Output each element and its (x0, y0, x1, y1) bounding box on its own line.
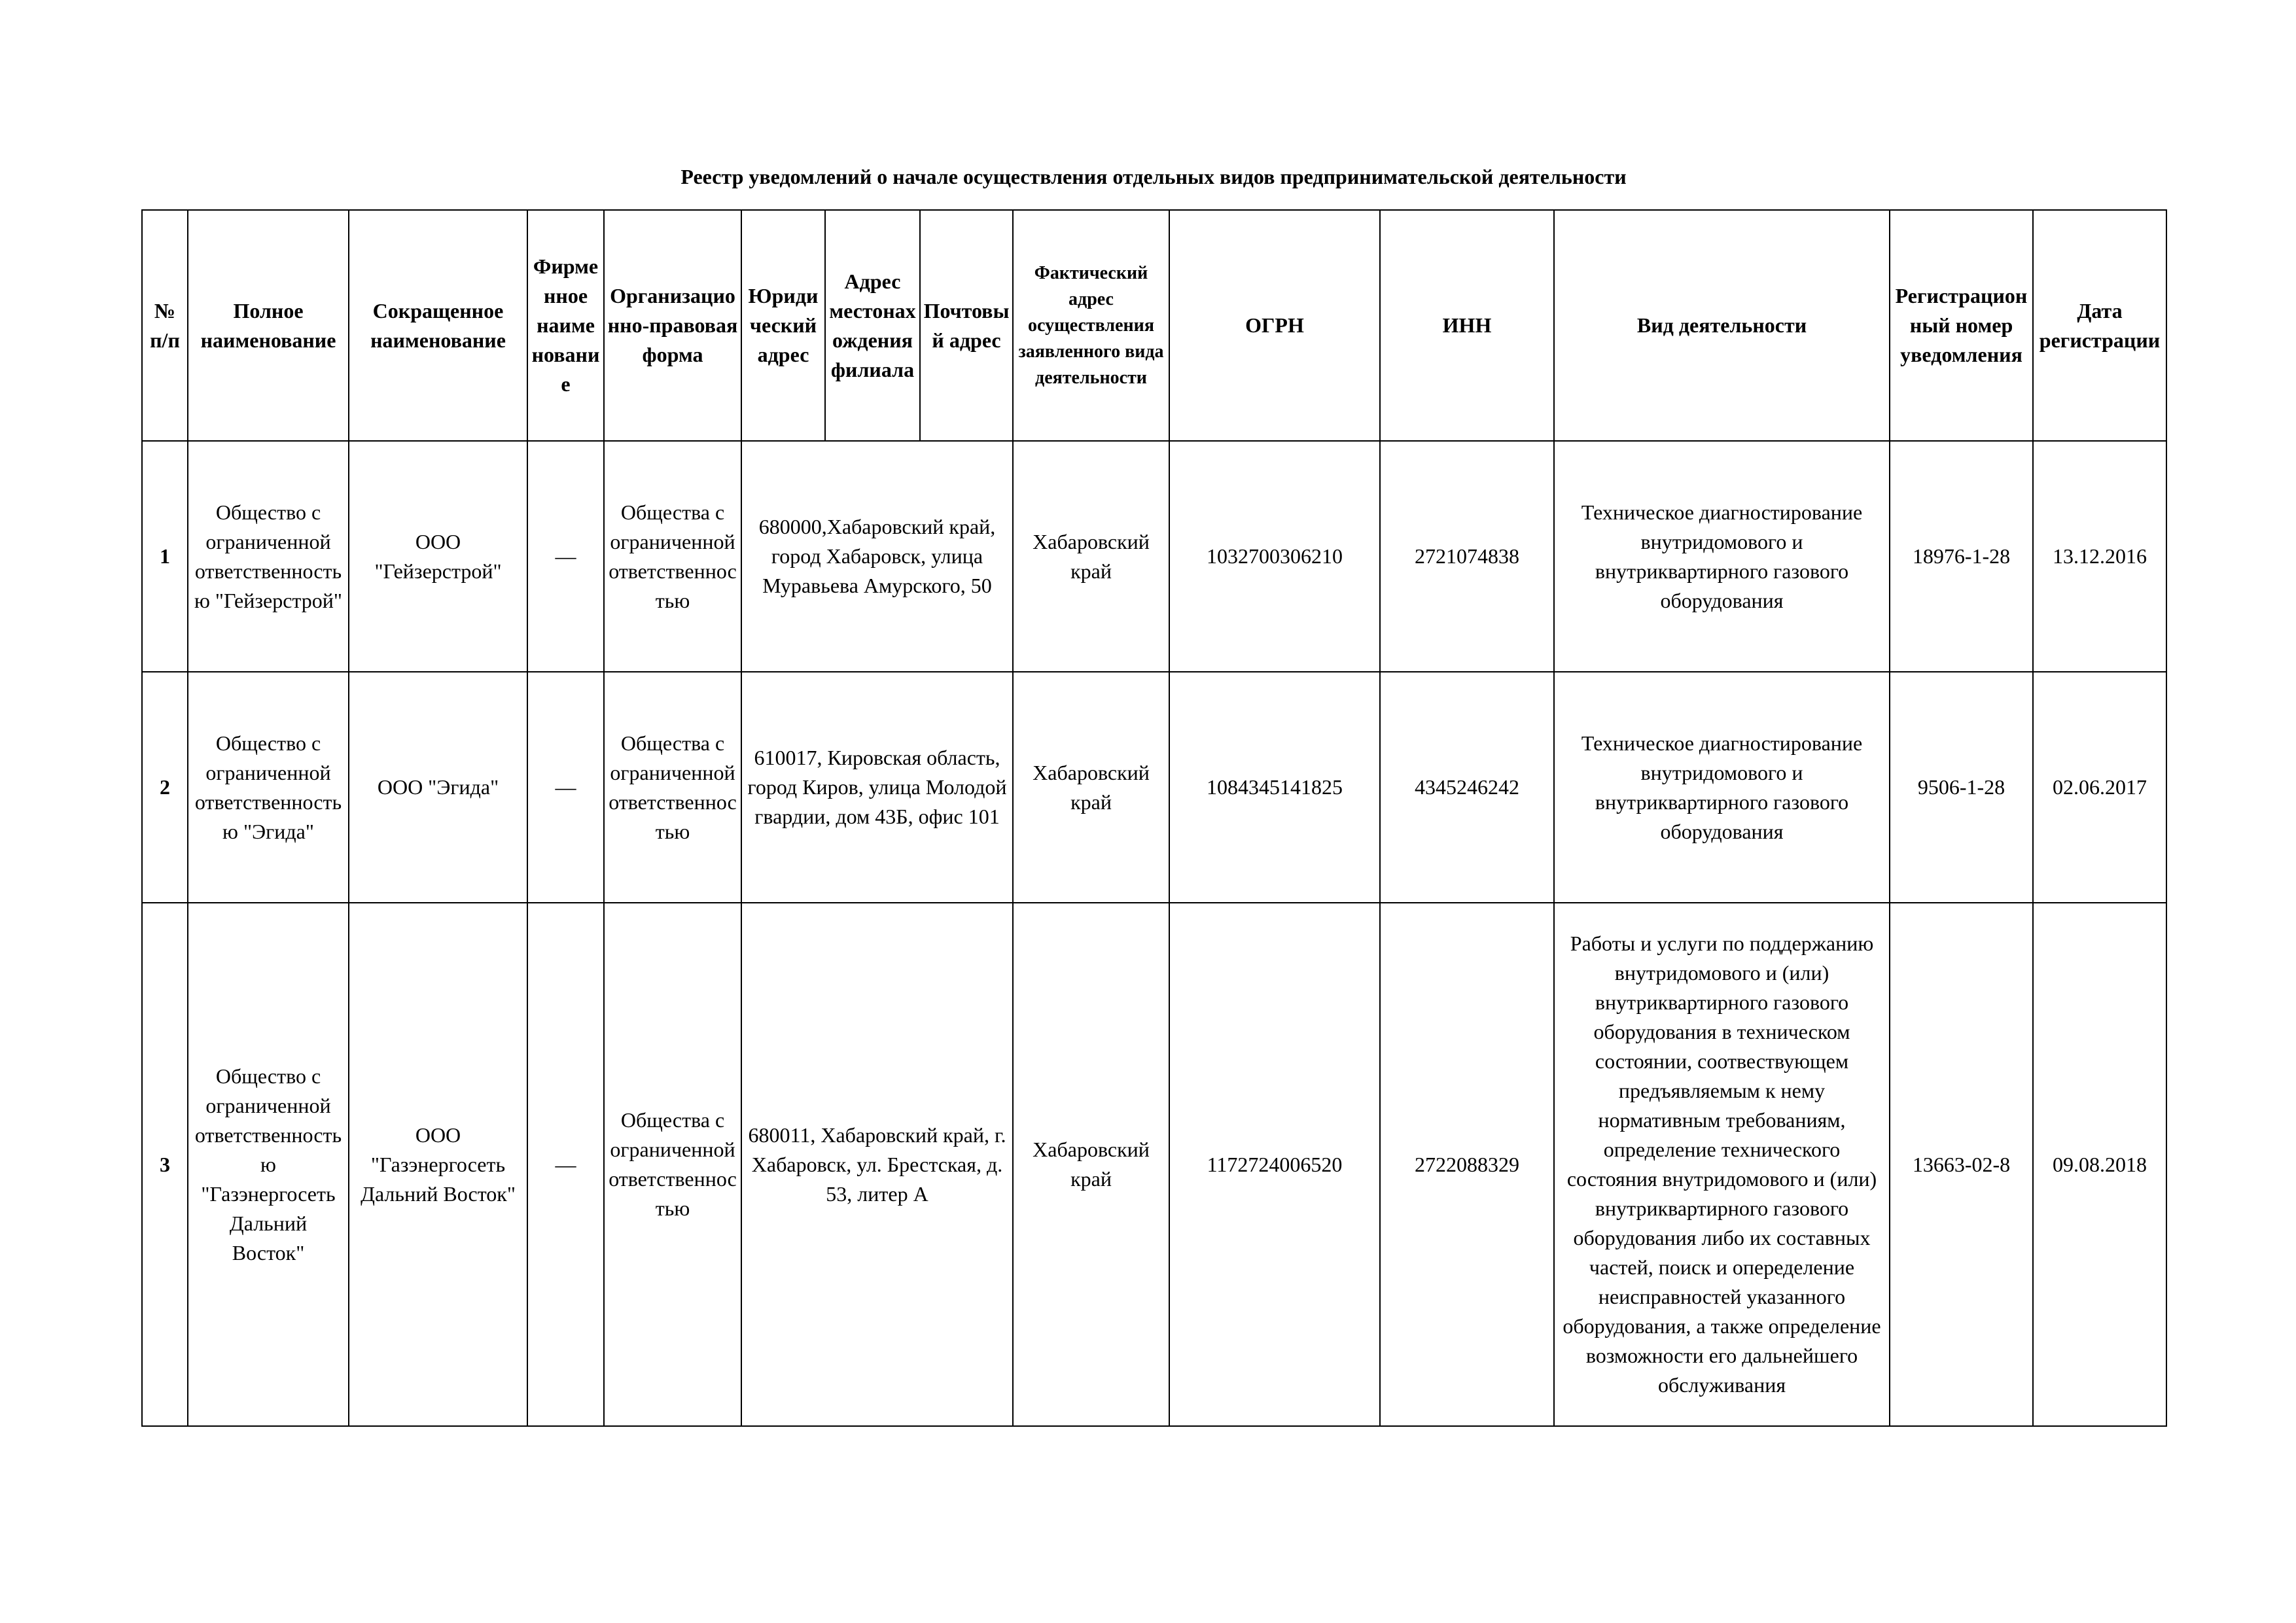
row-activity: Работы и услуги по поддержанию внутридомового и (или) внутриквартирного газового оборудования в техническом состоянии, соотвествующем предъявляемым к нему нормативным требованиям, определение технического состояния внутридомового и (или) внутриквартирного газового оборудования либо их составных частей, поиск и опеределение неисправностей указанного оборудования, а также определение возможности его дальнейшего обслуживания (1554, 903, 1890, 1426)
header-legal-address: Юридический адрес (741, 210, 825, 441)
row-num: 3 (142, 903, 188, 1426)
row-inn: 2722088329 (1380, 903, 1554, 1426)
row-reg-number: 9506-1-28 (1890, 672, 2033, 903)
row-actual-address: Хабаровский край (1013, 441, 1169, 672)
row-address: 680011, Хабаровский край, г. Хабаровск, ул. Брестская, д. 53, литер А (741, 903, 1013, 1426)
row-actual-address: Хабаровский край (1013, 672, 1169, 903)
row-legal-form: Общества с ограниченной ответственностью (604, 441, 741, 672)
header-ogrn: ОГРН (1169, 210, 1380, 441)
header-actual-address: Фактический адрес осуществления заявленного вида деятельности (1013, 210, 1169, 441)
table-row (142, 441, 2166, 672)
row-legal-form: Общества с ограниченной ответственностью (604, 903, 741, 1426)
table-row (142, 672, 2166, 903)
row-brand-name: — (527, 672, 604, 903)
row-inn: 2721074838 (1380, 441, 1554, 672)
header-row (142, 210, 2166, 441)
header-legal-form: Организационно-правовая форма (604, 210, 741, 441)
row-address: 610017, Кировская область, город Киров, улица Молодой гвардии, дом 43Б, офис 101 (741, 672, 1013, 903)
document-title: Реестр уведомлений о начале осуществления отдельных видов предпринимательской деятельности (680, 165, 1627, 188)
row-full-name: Общество с ограниченной ответственностью "Эгида" (188, 672, 349, 903)
row-activity: Техническое диагностирование внутридомового и внутриквартирного газового оборудования (1554, 672, 1890, 903)
header-activity: Вид деятельности (1554, 210, 1890, 441)
row-reg-date: 09.08.2018 (2033, 903, 2166, 1426)
row-short-name: ООО "Эгида" (349, 672, 527, 903)
header-reg-number: Регистрационный номер уведомления (1890, 210, 2033, 441)
row-ogrn: 1032700306210 (1169, 441, 1380, 672)
row-num: 2 (142, 672, 188, 903)
row-legal-form: Общества с ограниченной ответственностью (604, 672, 741, 903)
row-ogrn: 1172724006520 (1169, 903, 1380, 1426)
row-num: 1 (142, 441, 188, 672)
header-inn: ИНН (1380, 210, 1554, 441)
header-branch-address: Адрес местонахождения филиала (825, 210, 920, 441)
row-short-name: ООО "Газэнергосеть Дальний Восток" (349, 903, 527, 1426)
header-short-name: Сокращенное наименование (349, 210, 527, 441)
header-brand-name: Фирменное наименование (527, 210, 604, 441)
row-actual-address: Хабаровский край (1013, 903, 1169, 1426)
row-full-name: Общество с ограниченной ответственностью "Газэнергосеть Дальний Восток" (188, 903, 349, 1426)
row-reg-date: 02.06.2017 (2033, 672, 2166, 903)
row-reg-date: 13.12.2016 (2033, 441, 2166, 672)
header-full-name: Полное наименование (188, 210, 349, 441)
row-full-name: Общество с ограниченной ответственностью "Гейзерстрой" (188, 441, 349, 672)
row-ogrn: 1084345141825 (1169, 672, 1380, 903)
row-reg-number: 13663-02-8 (1890, 903, 2033, 1426)
row-activity: Техническое диагностирование внутридомового и внутриквартирного газового оборудования (1554, 441, 1890, 672)
row-brand-name: — (527, 903, 604, 1426)
table-row (142, 903, 2166, 1426)
row-inn: 4345246242 (1380, 672, 1554, 903)
row-address: 680000,Хабаровский край, город Хабаровск, улица Муравьева Амурского, 50 (741, 441, 1013, 672)
row-brand-name: — (527, 441, 604, 672)
header-postal-address: Почтовый адрес (920, 210, 1013, 441)
registry-table (141, 209, 2167, 1427)
row-short-name: ООО "Гейзерстрой" (349, 441, 527, 672)
header-reg-date: Дата регистрации (2033, 210, 2166, 441)
row-reg-number: 18976-1-28 (1890, 441, 2033, 672)
header-num: № п/п (142, 210, 188, 441)
